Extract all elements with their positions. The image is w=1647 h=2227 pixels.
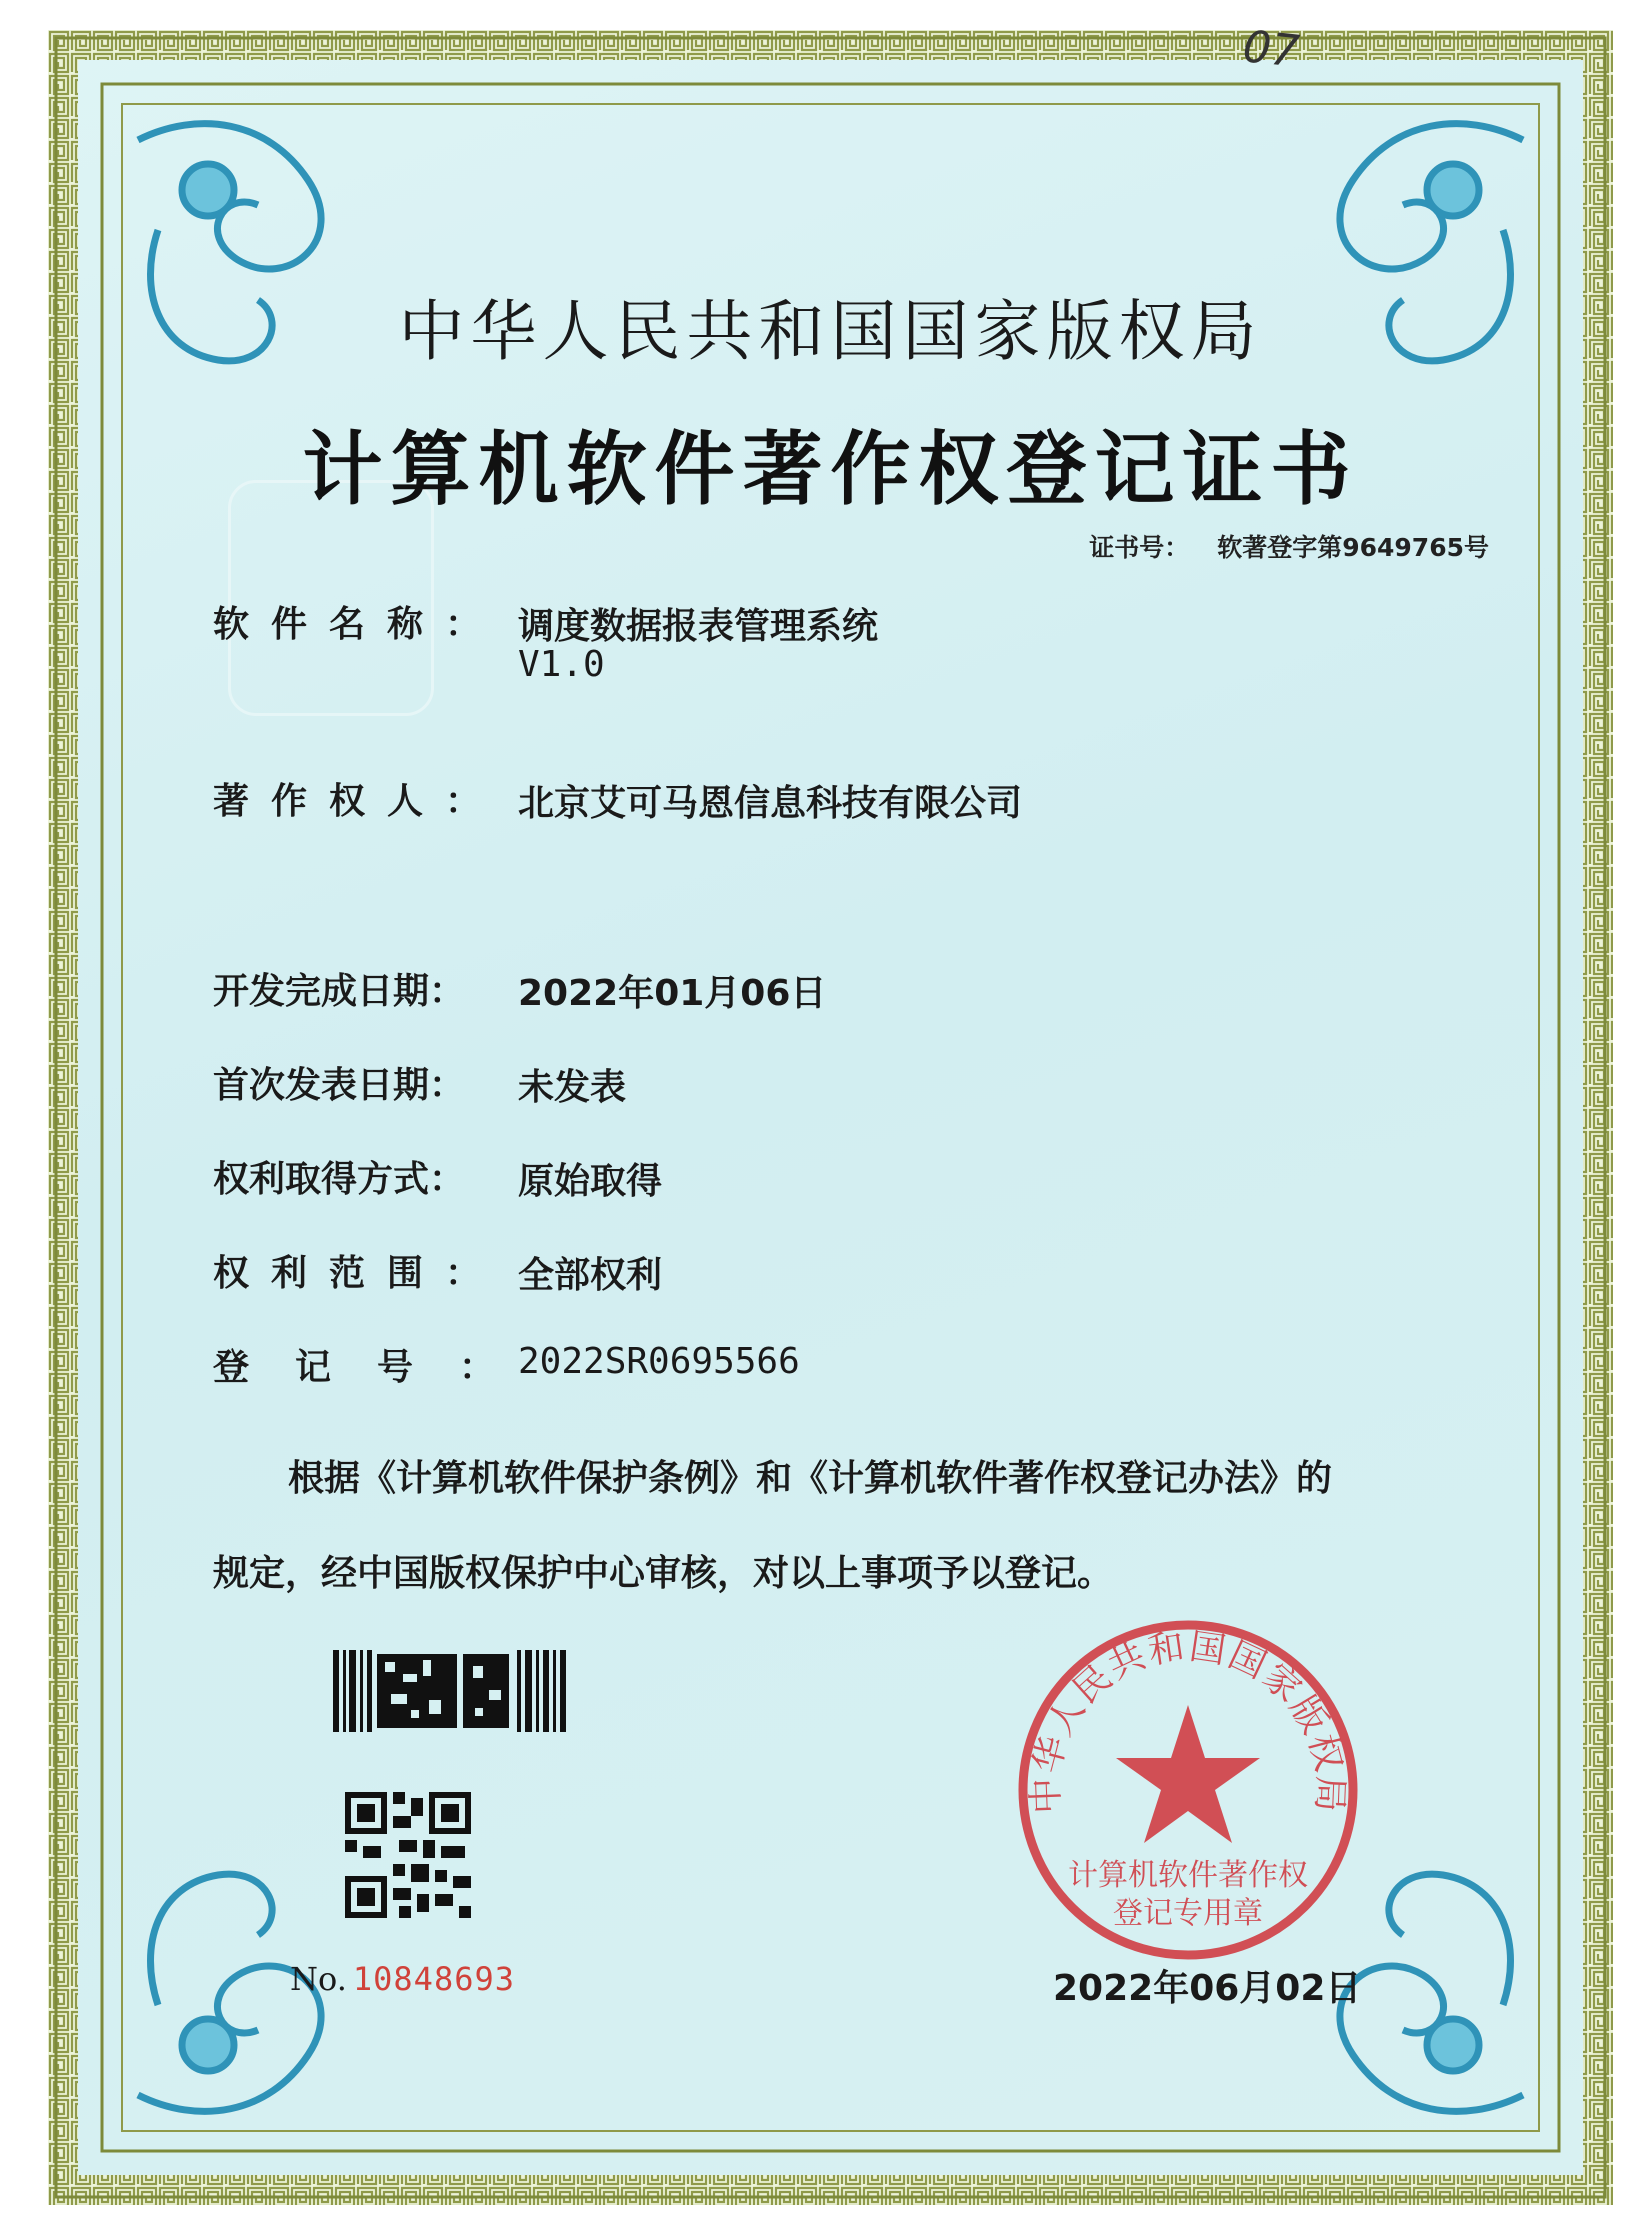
statement-line-2: 规定，经中国版权保护中心审核，对以上事项予以登记。 (213, 1553, 1114, 1594)
certificate-number-label: 证书号： (1089, 533, 1190, 562)
software-version: V1.0 (518, 644, 605, 685)
serial-number (290, 1960, 515, 1998)
star-icon (1116, 1705, 1260, 1843)
certificate-number (1089, 528, 1489, 564)
certificate-title: 计算机软件著作权登记证书 (302, 422, 1359, 516)
seal-inner-line-1: 计算机软件著作权 (1068, 1858, 1308, 1893)
scope-label: 权利范围： (213, 1253, 504, 1294)
serial-number-value: 10848693 (352, 1960, 515, 1998)
seal-inner-line-2: 登记专用章 (1113, 1896, 1263, 1931)
completion-date-value: 2022年01月06日 (518, 973, 827, 1014)
qr-code (345, 1792, 471, 1918)
barcode (333, 1650, 568, 1732)
acquisition-method-value: 原始取得 (518, 1161, 663, 1202)
copyright-owner-value: 北京艾可马恩信息科技有限公司 (518, 783, 1023, 824)
scope-value: 全部权利 (518, 1255, 663, 1296)
acquisition-method-label: 权利取得方式： (213, 1159, 466, 1200)
official-seal (1008, 1610, 1368, 1970)
completion-date-label: 开发完成日期： (213, 971, 466, 1012)
seal-outer-text: 中华人民共和国国家版权局 (1025, 1626, 1351, 1815)
publication-date-label: 首次发表日期： (213, 1065, 466, 1106)
software-name-label: 软件名称： (213, 604, 504, 645)
issuing-authority: 中华人民共和国国家版权局 (398, 293, 1263, 370)
statement-line-1: 根据《计算机软件保护条例》和《计算机软件著作权登记办法》的 (288, 1458, 1333, 1499)
registration-number-value: 2022SR0695566 (518, 1341, 800, 1382)
certificate-number-value: 软著登字第9649765号 (1217, 533, 1489, 562)
certificate-paper (48, 21, 1613, 2205)
serial-number-label: No. (290, 1960, 347, 1998)
publication-date-value: 未发表 (518, 1067, 627, 1108)
registration-number-label: 登记号： (213, 1347, 542, 1388)
software-name-value: 调度数据报表管理系统 (518, 606, 879, 647)
handwritten-mark: 07 (1240, 21, 1302, 78)
copyright-owner-label: 著作权人： (213, 781, 504, 822)
issue-date: 2022年06月02日 (1053, 1968, 1362, 2009)
